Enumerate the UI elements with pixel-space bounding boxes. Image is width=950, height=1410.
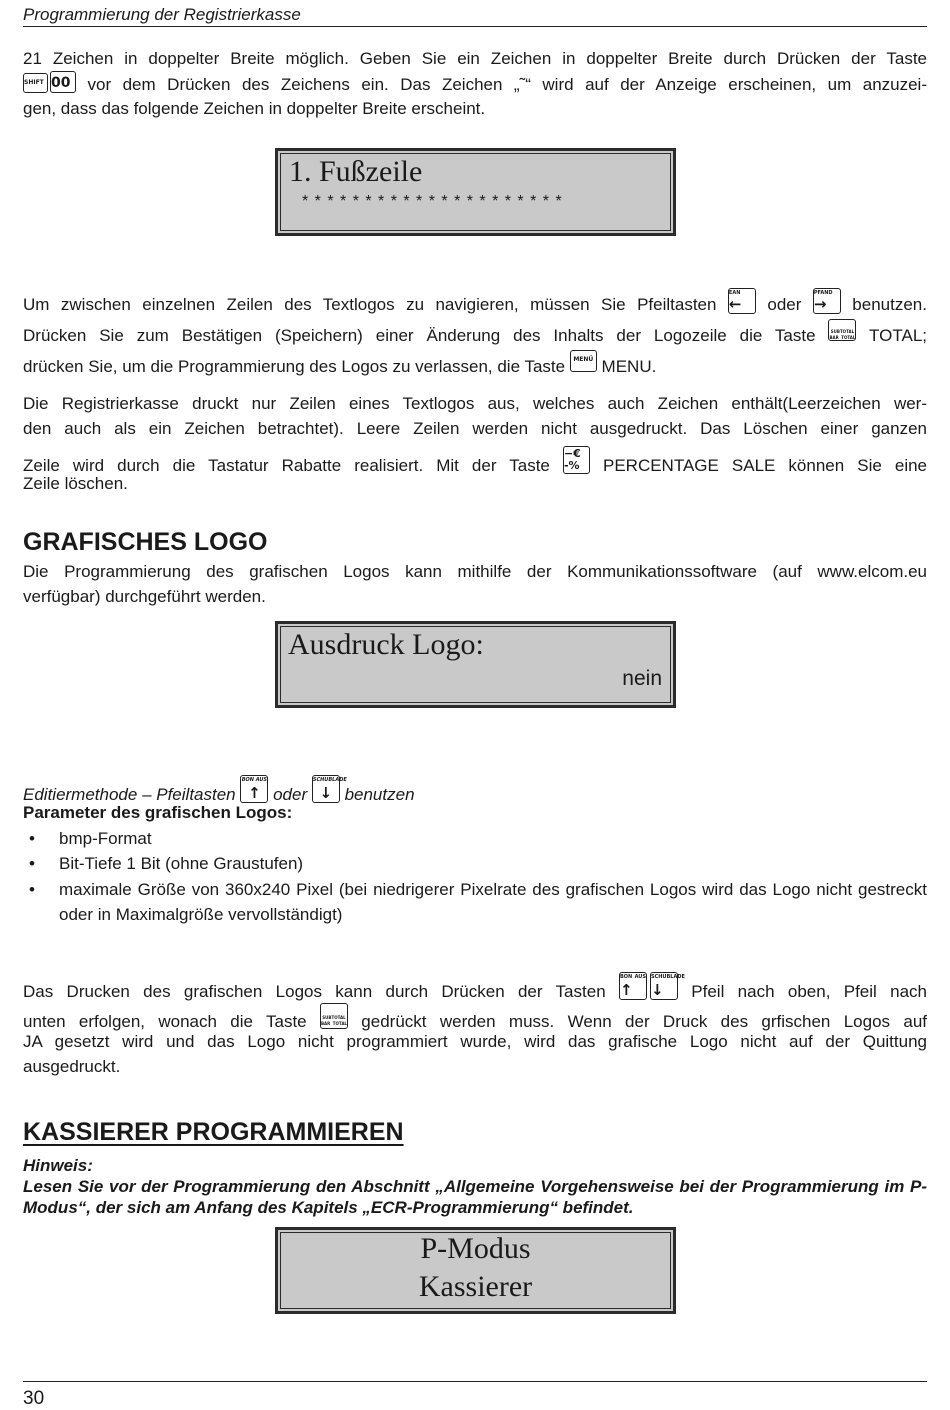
shift-key-icon: SHIFT [23,73,48,93]
graphic-line-2: verfügbar) durchgeführt werden. [23,587,266,606]
total-key-icon: SUBTOTAL BAR TOTAL [320,1003,348,1029]
display-line-2: Kassierer [418,1270,533,1303]
menu-key-icon: MENÜ [570,350,597,372]
print-line-1: Die Registrierkasse druckt nur Zeilen eines Textlogos aus, welches auch Zeichen enthält(Leerzeichen wer- [23,394,927,413]
intro-line-1: 21 Zeichen in doppelter Breite möglich. Geben Sie ein Zeichen in doppelter Breite durch Drücken der Taste [23,49,927,68]
pfand-right-arrow-key-icon: PFAND → [813,288,841,314]
intro-line-3: gen, dass das folgende Zeichen in doppelter Breite erscheint. [23,99,486,118]
print-line-4: Zeile löschen. [23,474,128,493]
display-footer-line [275,148,676,236]
params-title: Parameter des grafischen Logos: [23,803,293,822]
bullet-icon: • [29,829,35,848]
intro-line-2: SHIFT 00 vor dem Drücken des Zeichens ein. Das Zeichen „˜“ wird auf der Anzeige erscheinen, um anzuzei- [23,71,927,97]
bullet-icon: • [29,854,35,873]
print-logo-line-4: ausgedruckt. [23,1057,121,1076]
note-label: Hinweis: [23,1156,93,1175]
print-line-3: Zeile wird durch die Tastatur Rabatte realisiert. Mit der Taste −€ -% PERCENTAGE SALE können Sie eine [23,447,927,475]
running-header: Programmierung der Registrierkasse [23,4,927,27]
graphic-line-1: Die Programmierung des grafischen Logos kann mithilfe der Kommunikationssoftware (auf www.elcom.eu [23,562,927,581]
page-number: 30 [23,1388,45,1409]
display-p-mode-cashier [275,1227,676,1314]
percent-sale-key-icon: −€ -% [563,446,590,474]
print-logo-line-2: unten erfolgen, wonach die Taste SUBTOTAL BAR TOTAL gedrückt werden muss. Wenn der Druck des grfischen Logos auf [23,1003,927,1034]
list-item: • maximale Größe von 360x240 Pixel (bei niedrigerer Pixelrate des grafischen Logos wird das Logo nicht gestreckt oder in Maximalgröße vervollständigt) [23,877,927,927]
print-line-2: den auch als ein Zeichen betrachtet). Leere Zeilen werden nicht ausgedruckt. Das Löschen einer ganzen [23,419,927,438]
display-print-logo [275,621,676,708]
schublade-down-arrow-key-icon: SCHUBLADE ↓ [312,777,347,802]
note-text: Lesen Sie vor der Programmierung den Abschnitt „Allgemeine Vorgehensweise bei der Programmierung im P-Modus“, der sich am Anfang des Kapitels „ECR-Programmierung“ befindet. [23,1177,927,1217]
display-line-2: nein [622,667,662,690]
bon-aus-up-arrow-key-icon: BON AUS ↑ [241,777,267,802]
section-title-graphic-logo: GRAFISCHES LOGO [23,528,268,556]
ean-left-arrow-key-icon: EAN ← [728,288,756,314]
nav-line-2: Drücken Sie zum Bestätigen (Speichern) einer Änderung des Inhalts der Logozeile die Taste SUBTOTAL BAR TOTAL TOTAL; [23,319,927,348]
edit-method-line: Editiermethode – Pfeiltasten BON AUS ↑ oder SCHUBLADE ↓ benutzen [23,777,415,804]
total-key-icon: SUBTOTAL BAR TOTAL [828,319,856,341]
display-line-1: Ausdruck Logo: [288,628,484,661]
nav-line-1: Um zwischen einzelnen Zeilen des Textlogos zu navigieren, müssen Sie Pfeiltasten EAN ← oder PFAND → benutzen. [23,290,927,314]
bon-aus-up-arrow-key-icon: BON AUS ↑ [619,974,646,999]
bullet-icon: • [29,880,35,899]
display-line-2: * * * * * * * * * * * * * * * * * * * * * [302,193,563,210]
display-line-1: P-Modus [420,1232,531,1265]
display-line-1: 1. Fußzeile [289,155,423,188]
schublade-down-arrow-key-icon: SCHUBLADE ↓ [650,974,685,999]
print-logo-line-1: Das Drucken des grafischen Logos kann durch Drücken der Tasten BON AUS ↑ SCHUBLADE ↓ Pfeil nach oben, Pfeil nach [23,974,927,1001]
double-zero-key-icon: 00 [50,71,76,93]
section-title-cashier: KASSIERER PROGRAMMIEREN [23,1118,404,1146]
footer-rule [23,1381,927,1382]
print-logo-line-3: JA gesetzt wird und das Logo nicht programmiert wurde, wird das grafische Logo nicht auf der Quittung [23,1032,927,1051]
nav-line-3: drücken Sie, um die Programmierung des Logos zu verlassen, die Taste MENÜ MENU. [23,350,927,379]
